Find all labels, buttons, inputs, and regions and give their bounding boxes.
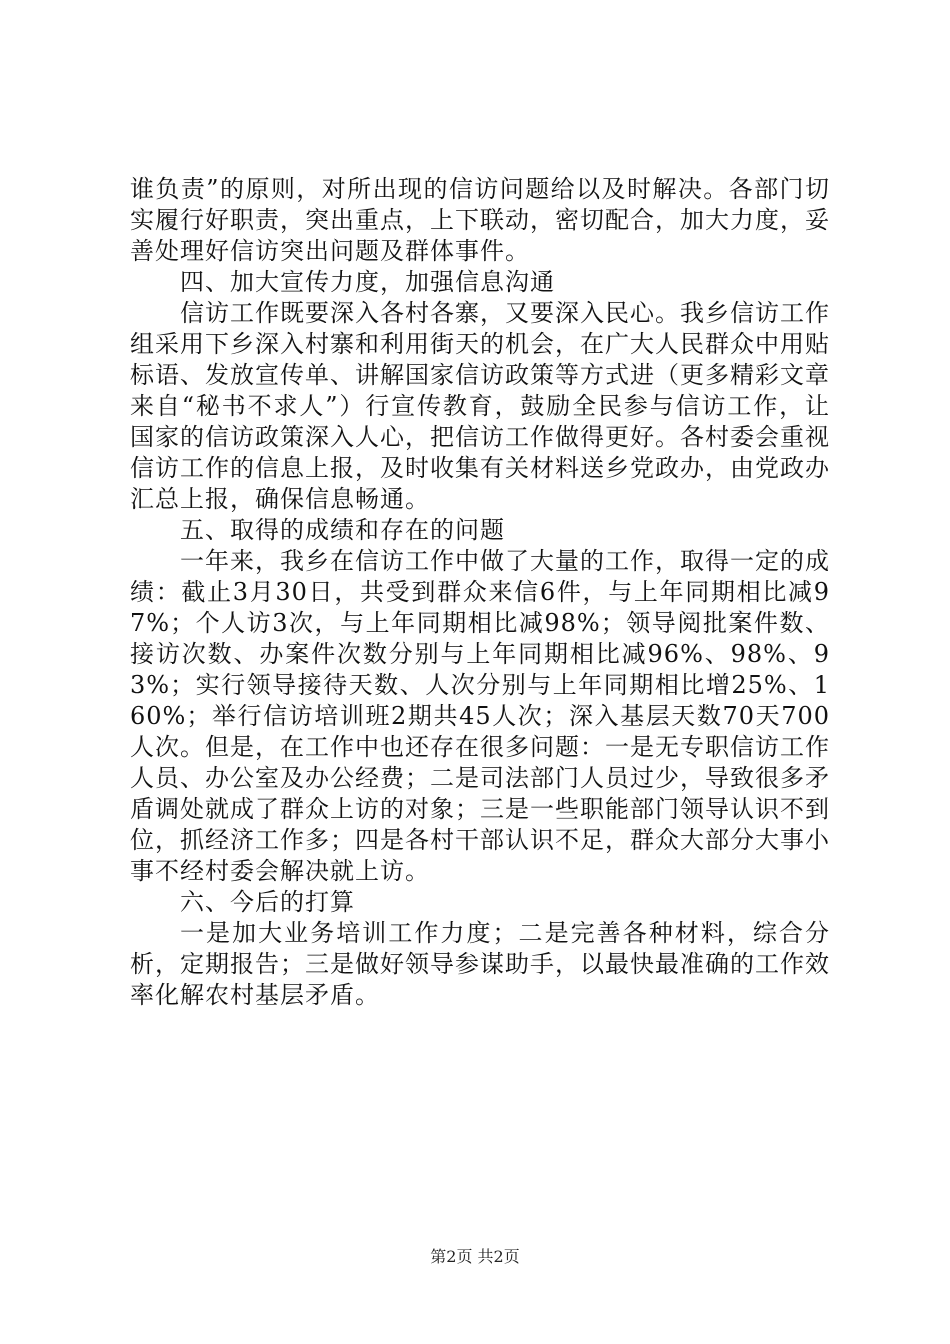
section-heading-6: 六、今后的打算 [180,888,355,916]
section-heading-5: 五、取得的成绩和存在的问题 [180,516,505,544]
paragraph-continuation: 谁负责”的原则，对所出现的信访问题给以及时解决。各部门切实履行好职责，突出重点，上下联动，密切配合，加大力度，妥善处理好信访突出问题及群体事件。 [130,175,830,265]
page-footer: 第2页 共2页 [430,1247,520,1266]
document-body [130,174,830,1011]
section-heading-4: 四、加大宣传力度，加强信息沟通 [180,268,555,296]
paragraph-publicity: 信访工作既要深入各村各寨，又要深入民心。我乡信访工作组采用下乡深入村寨和利用街天的机会，在广大人民群众中用贴标语、发放宣传单、讲解国家信访政策等方式进（更多精彩文章来自“秘书不求人”）行宣传教育，鼓励全民参与信访工作，让国家的信访政策深入人心，把信访工作做得更好。各村委会重视信访工作的信息上报，及时收集有关材料送乡党政办，由党政办汇总上报，确保信息畅通。 [130,299,830,513]
paragraph-achievements: 一年来，我乡在信访工作中做了大量的工作，取得一定的成绩：截止3月30日，共受到群众来信6件，与上年同期相比减97%；个人访3次，与上年同期相比减98%；领导阅批案件数、接访次数、办案件次数分别与上年同期相比减96%、98%、93%；实行领导接待天数、人次分别与上年同期相比增25%、160%；举行信访培训班2期共45人次；深入基层天数70天700人次。但是，在工作中也还存在很多问题：一是无专职信访工作人员、办公室及办公经费；二是司法部门人员过少，导致很多矛盾调处就成了群众上访的对象；三是一些职能部门领导认识不到位，抓经济工作多；四是各村干部认识不足，群众大部分大事小事不经村委会解决就上访。 [130,547,830,885]
paragraph-plans: 一是加大业务培训工作力度；二是完善各种材料，综合分析，定期报告；三是做好领导参谋助手，以最快最准确的工作效率化解农村基层矛盾。 [130,919,830,1009]
